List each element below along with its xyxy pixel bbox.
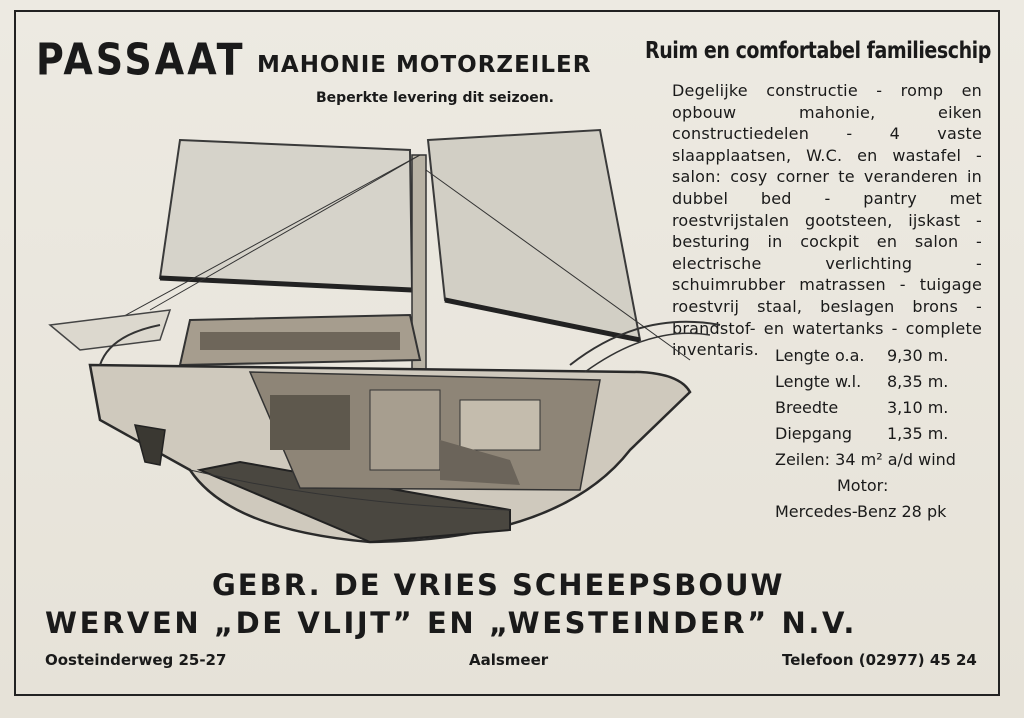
spec-value: 8,35 m. — [887, 372, 949, 391]
spec-label: Breedte — [775, 398, 839, 417]
product-subtitle: MAHONIE MOTORZEILER — [257, 52, 592, 78]
brand-name: PASSAAT — [36, 34, 246, 85]
specifications-list — [775, 343, 956, 525]
city: Aalsmeer — [469, 651, 549, 669]
spec-row — [775, 421, 956, 447]
spec-value: 1,35 m. — [887, 424, 949, 443]
motor-label: Motor: — [837, 476, 889, 495]
company-name-line1: GEBR. DE VRIES SCHEEPSBOUW — [212, 568, 785, 602]
foresail — [428, 130, 640, 340]
sail-area: Zeilen: 34 m² a/d wind — [775, 450, 956, 469]
availability-tagline: Beperkte levering dit seizoen. — [316, 90, 554, 106]
address: Oosteinderweg 25-27 — [45, 651, 227, 669]
feature-description: Degelijke constructie - romp en opbouw mahonie, eiken constructiedelen - 4 vaste slaapplaatsen, W.C. en wastafel - salon: cosy corner te veranderen in dubbel bed - pantry met roestvrijstalen gootsteen, ijskast - besturing in cockpit en salon - electrische verlichting - schuimrubber matrassen - tuigage roestvrij staal, beslagen brons - brandstof- en watertanks - complete inventaris. — [672, 81, 982, 360]
feature-heading: Ruim en comfortabel familieschip — [645, 38, 991, 64]
spec-label: Lengte o.a. — [775, 346, 865, 365]
spec-row — [775, 343, 956, 369]
motor-value: Mercedes-Benz 28 pk — [775, 502, 947, 521]
company-name-line2: WERVEN „DE VLIJT” EN „WESTEINDER” N.V. — [45, 606, 857, 640]
boat-cutaway-illustration — [40, 110, 740, 560]
phone-number: Telefoon (02977) 45 24 — [782, 651, 977, 669]
mainsail — [160, 140, 412, 290]
spec-label: Diepgang — [775, 424, 853, 443]
rudder — [135, 425, 165, 465]
spec-label: Lengte w.l. — [775, 372, 862, 391]
spec-value: 3,10 m. — [887, 398, 949, 417]
spec-value: 9,30 m. — [887, 346, 949, 365]
spec-row — [775, 395, 956, 421]
dinghy — [50, 310, 170, 350]
spec-row — [775, 369, 956, 395]
